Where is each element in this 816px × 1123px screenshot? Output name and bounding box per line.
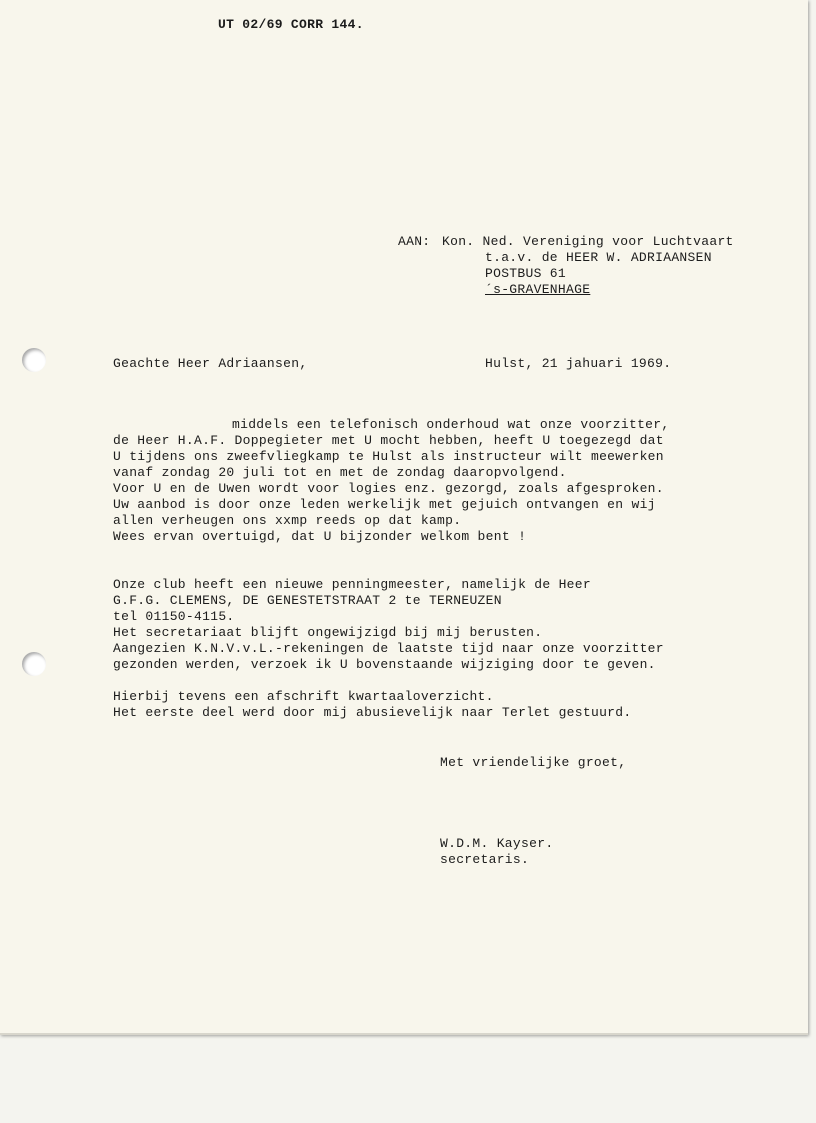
punch-hole-icon bbox=[22, 348, 46, 372]
punch-hole-icon bbox=[22, 652, 46, 676]
body-line: allen verheugen ons xxmp reeds op dat kamp. bbox=[113, 513, 462, 528]
reference-code: UT 02/69 CORR 144. bbox=[218, 17, 364, 32]
sheet-bottom-edge bbox=[0, 1033, 808, 1035]
body-line: Aangezien K.N.V.v.L.-rekeningen de laatste tijd naar onze voorzitter bbox=[113, 641, 664, 656]
signature-name: W.D.M. Kayser. bbox=[440, 836, 554, 851]
signature-title: secretaris. bbox=[440, 852, 530, 867]
closing: Met vriendelijke groet, bbox=[440, 755, 627, 770]
body-line: Uw aanbod is door onze leden werkelijk met gejuich ontvangen en wij bbox=[113, 497, 656, 512]
body-line: de Heer H.A.F. Doppegieter met U mocht hebben, heeft U toegezegd dat bbox=[113, 433, 664, 448]
body-line: Onze club heeft een nieuwe penningmeester, namelijk de Heer bbox=[113, 577, 591, 592]
body-line: G.F.G. CLEMENS, DE GENESTETSTRAAT 2 te TERNEUZEN bbox=[113, 593, 502, 608]
body-line: Wees ervan overtuigd, dat U bijzonder welkom bent ! bbox=[113, 529, 527, 544]
address-line: POSTBUS 61 bbox=[485, 266, 567, 281]
body-line: vanaf zondag 20 juli tot en met de zondag daaropvolgend. bbox=[113, 465, 567, 480]
body-line: Het eerste deel werd door mij abusievelijk naar Terlet gestuurd. bbox=[113, 705, 632, 720]
address-label: AAN: bbox=[398, 234, 431, 249]
body-line: Het secretariaat blijft ongewijzigd bij mij berusten. bbox=[113, 625, 543, 640]
body-line: tel 01150-4115. bbox=[113, 609, 235, 624]
body-line: Voor U en de Uwen wordt voor logies enz. gezorgd, zoals afgesproken. bbox=[113, 481, 664, 496]
address-line: t.a.v. de HEER W. ADRIAANSEN bbox=[485, 250, 712, 265]
address-line: Kon. Ned. Vereniging voor Luchtvaart bbox=[442, 234, 734, 249]
body-line: middels een telefonisch onderhoud wat onze voorzitter, bbox=[232, 417, 670, 432]
body-line: gezonden werden, verzoek ik U bovenstaande wijziging door te geven. bbox=[113, 657, 656, 672]
salutation: Geachte Heer Adriaansen, bbox=[113, 356, 308, 371]
body-line: Hierbij tevens een afschrift kwartaaloverzicht. bbox=[113, 689, 494, 704]
body-line: U tijdens ons zweefvliegkamp te Hulst als instructeur wilt meewerken bbox=[113, 449, 664, 464]
place-date: Hulst, 21 jahuari 1969. bbox=[485, 356, 672, 371]
address-city: ´s-GRAVENHAGE bbox=[485, 282, 591, 297]
